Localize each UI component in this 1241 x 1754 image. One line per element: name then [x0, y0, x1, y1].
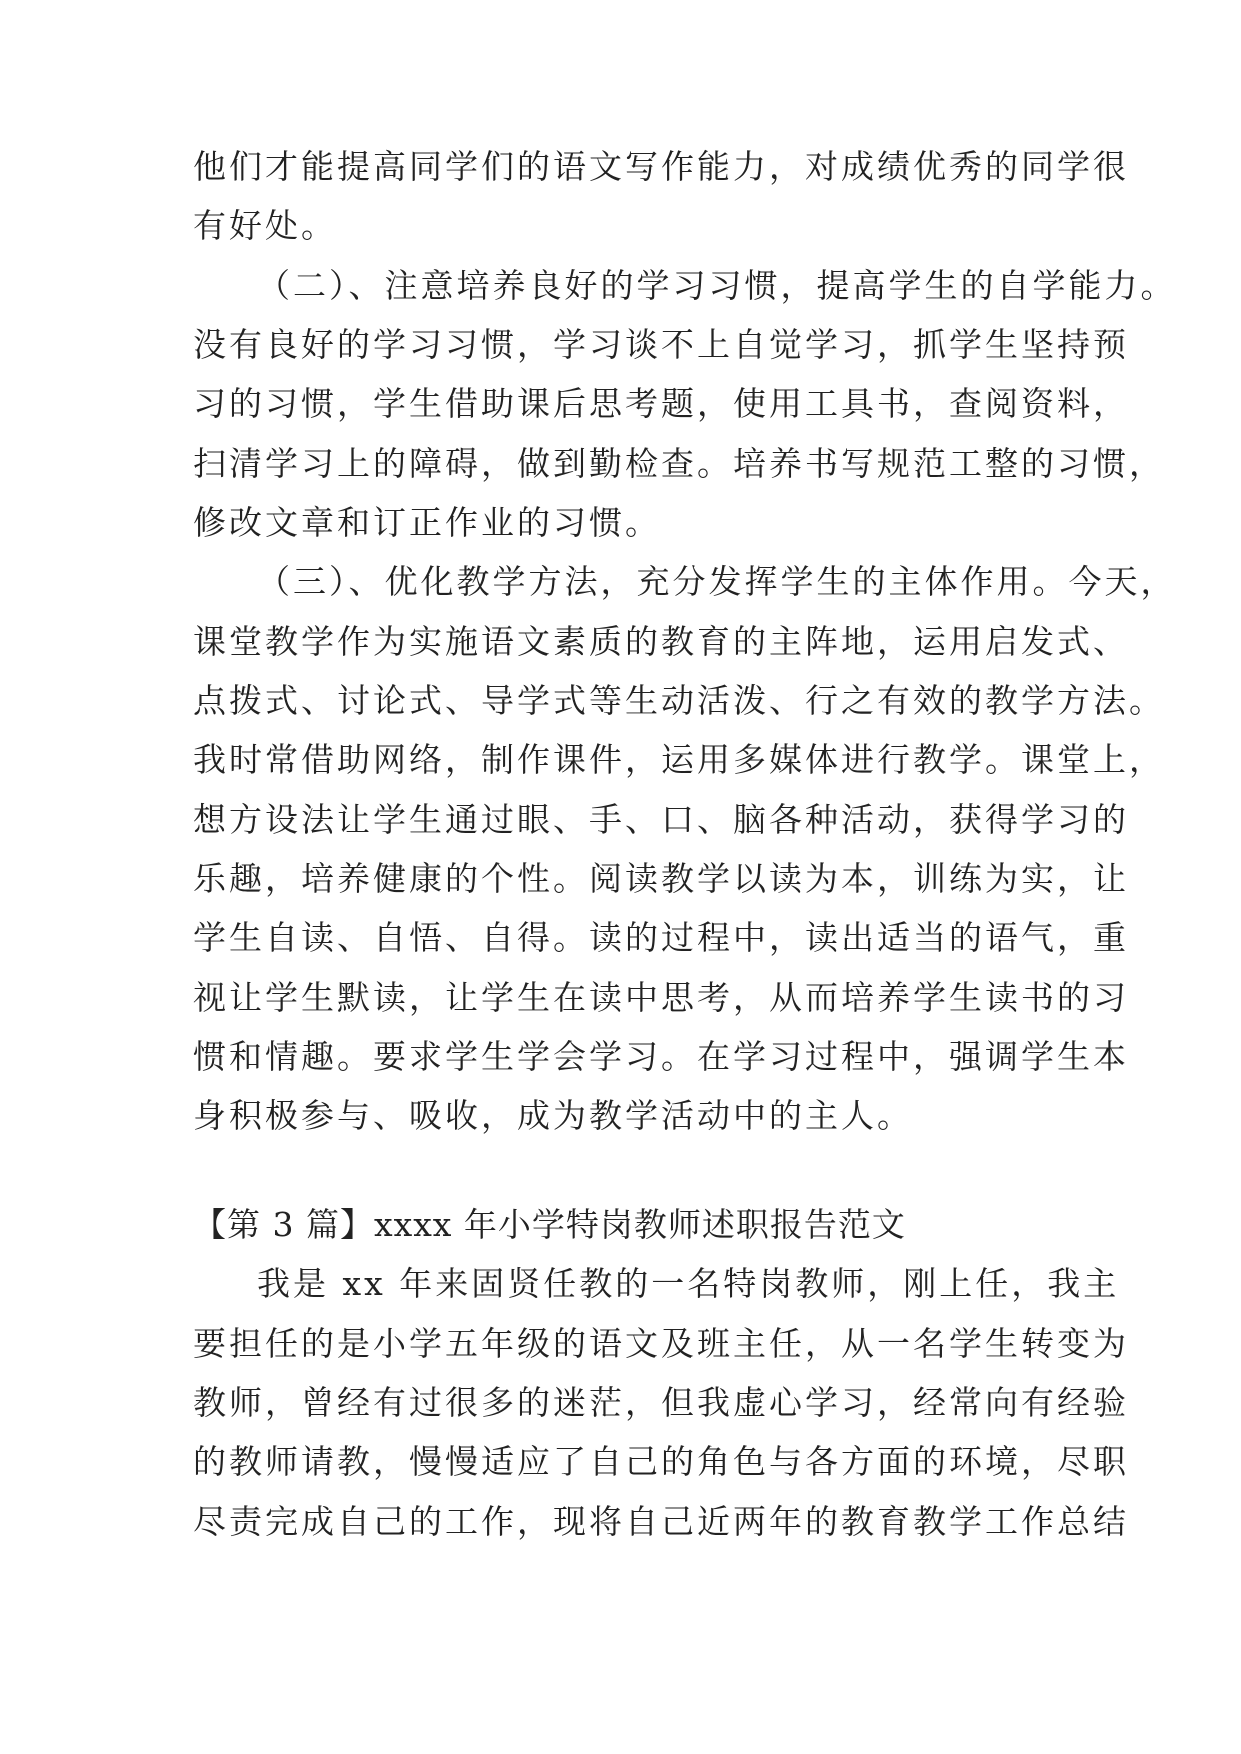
paragraph-3-line-9: 惯和情趣。要求学生学会学习。在学习过程中，强调学生本	[193, 1037, 1129, 1076]
paragraph-1-line-2: 有好处。	[193, 206, 337, 245]
paragraph-1-line-1: 他们才能提高同学们的语文写作能力，对成绩优秀的同学很	[193, 147, 1129, 186]
paragraph-3-line-10: 身积极参与、吸收，成为教学活动中的主人。	[193, 1096, 913, 1135]
section-heading: 【第 3 篇】xxxx 年小学特岗教师述职报告范文	[193, 1205, 906, 1244]
paragraph-2-line-5: 修改文章和订正作业的习惯。	[193, 503, 661, 542]
paragraph-2-line-4: 扫清学习上的障碍，做到勤检查。培养书写规范工整的习惯，	[193, 444, 1165, 483]
paragraph-3-line-2: 课堂教学作为实施语文素质的教育的主阵地，运用启发式、	[193, 622, 1129, 661]
paragraph-3-line-6: 乐趣，培养健康的个性。阅读教学以读为本，训练为实，让	[193, 859, 1129, 898]
paragraph-3-line-1: （三）、优化教学方法，充分发挥学生的主体作用。今天，	[257, 562, 1177, 601]
paragraph-2-line-1: （二）、注意培养良好的学习习惯，提高学生的自学能力。	[257, 266, 1177, 305]
section-paragraph-line-2: 要担任的是小学五年级的语文及班主任，从一名学生转变为	[193, 1324, 1129, 1363]
section-paragraph-line-5: 尽责完成自己的工作，现将自己近两年的教育教学工作总结	[193, 1502, 1129, 1541]
paragraph-2-line-2: 没有良好的学习习惯，学习谈不上自觉学习，抓学生坚持预	[193, 325, 1129, 364]
section-paragraph-line-1: 我是 xx 年来固贤任教的一名特岗教师，刚上任，我主	[257, 1264, 1120, 1303]
paragraph-3-line-3: 点拨式、讨论式、导学式等生动活泼、行之有效的教学方法。	[193, 681, 1165, 720]
paragraph-3-line-4: 我时常借助网络，制作课件，运用多媒体进行教学。课堂上，	[193, 740, 1165, 779]
section-paragraph-line-4: 的教师请教，慢慢适应了自己的角色与各方面的环境，尽职	[193, 1442, 1129, 1481]
paragraph-3-line-5: 想方设法让学生通过眼、手、口、脑各种活动，获得学习的	[193, 800, 1129, 839]
paragraph-2-line-3: 习的习惯，学生借助课后思考题，使用工具书，查阅资料，	[193, 384, 1129, 423]
section-paragraph-line-3: 教师，曾经有过很多的迷茫，但我虚心学习，经常向有经验	[193, 1383, 1129, 1422]
paragraph-3-line-8: 视让学生默读，让学生在读中思考，从而培养学生读书的习	[193, 978, 1129, 1017]
paragraph-3-line-7: 学生自读、自悟、自得。读的过程中，读出适当的语气，重	[193, 918, 1129, 957]
